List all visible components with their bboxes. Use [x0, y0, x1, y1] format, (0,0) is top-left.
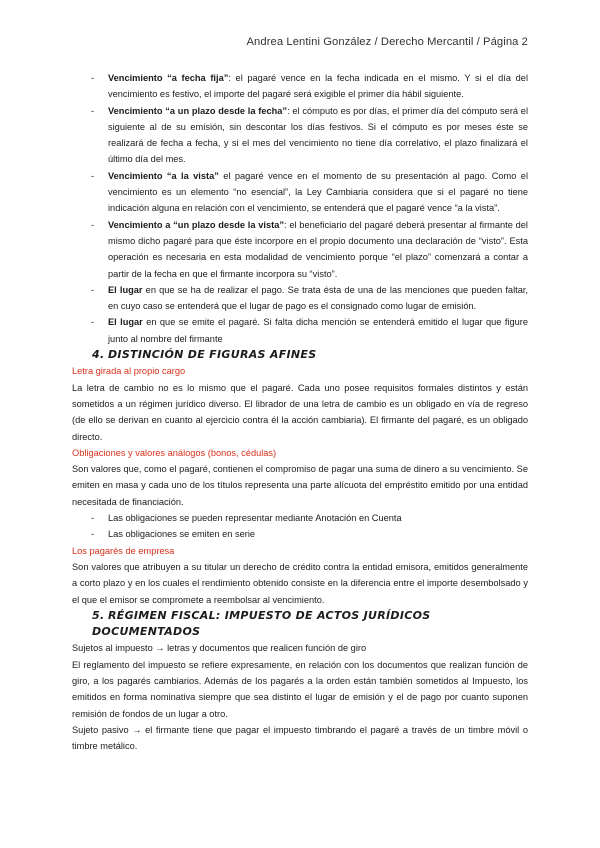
section-number: 5.: [92, 608, 105, 622]
item-text: el pagaré vence en el momento de su presentación al pago. Como el vencimiento es un elemento “no esencial”, la Ley Cambiaria considera que si el pagaré no tiene indicación alguna en relación con el vencimiento, se entenderá que el pagaré vence “a la vista”.: [108, 170, 529, 214]
item-label: Vencimiento “a fecha fija”: [108, 73, 229, 83]
list-item: [72, 70, 528, 103]
letra-paragraph: La letra de cambio no es lo mismo que el pagaré. Cada uno posee requisitos formales distintos y están sometidos a un régimen jurídico diverso. El librador de una letra de cambio es un obligado en vía de regreso (de ello se derivan en cuanto al ejercicio contra él la acción cambiaria). El firmante del pagaré, es un obligado directo.: [72, 382, 528, 442]
obligaciones-paragraph: Son valores que, como el pagaré, contienen el compromiso de pagar una suma de dinero a su vencimiento. Se emiten en masa y cada uno de los títulos representa una parte alícuota del empréstito emitido por una entidad necesitada de financiación.: [72, 464, 528, 507]
item-label: Vencimiento a “un plazo desde la vista”: [108, 219, 284, 230]
list-item: - Las obligaciones se emiten en serie: [72, 526, 528, 542]
list-item: [72, 282, 528, 315]
item-label: Vencimiento “a un plazo desde la fecha”: [108, 105, 288, 116]
empresa-subheading: Los pagarés de empresa: [72, 545, 175, 556]
list-item: [72, 103, 528, 168]
list-item: [72, 314, 528, 347]
section-5-heading: [72, 608, 528, 641]
item-text: en que se ha de realizar el pago. Se trata ésta de una de las menciones que pueden faltar, en cuyo caso se entenderá que el lugar de pago es el consignado como lugar de emisión.: [108, 284, 528, 312]
item-label: Vencimiento “a la vista”: [108, 170, 219, 181]
empresa-paragraph: Son valores que atribuyen a su titular un derecho de crédito contra la entidad emisora, emitidos generalmente a corto plazo y en los cuales el rendimiento obtenido consiste en la diferencia entre el importe desembolsado y el que el emisor se compromete a reembolsar al vencimiento.: [72, 561, 528, 605]
page-content: [72, 70, 528, 754]
obligaciones-list: [72, 510, 528, 543]
section-title: DISTINCIÓN DE FIGURAS AFINES: [108, 348, 317, 362]
obligaciones-subheading: Obligaciones y valores análogos (bonos, cédulas): [72, 447, 277, 458]
item-text: : el pagaré vence en la fecha indicada en el mismo. Y si el día del vencimiento es festivo, el importe del pagaré será exigible el primer día hábil siguiente.: [108, 73, 529, 100]
item-text: : el beneficiario del pagaré deberá presentar al firmante del mismo dicho pagaré para que éste incorpore en el propio documento una declaración de “visto”. Esta operación es necesaria en esta modalidad de vencimiento porque “el plazo” comenzará a contar a partir de la fecha en que el firmante incorpora su “visto”.: [108, 219, 528, 279]
item-label: El lugar: [108, 284, 143, 295]
page-header: Andrea Lentini González / Derecho Mercantil / Página 2: [246, 36, 528, 48]
section-number: 4.: [92, 348, 105, 362]
list-item: - Las obligaciones se pueden representar mediante Anotación en Cuenta: [72, 510, 528, 526]
letra-subheading: Letra girada al propio cargo: [72, 366, 186, 377]
vencimiento-list: [72, 70, 528, 347]
list-item: [72, 168, 528, 217]
item-label: El lugar: [108, 317, 143, 328]
section-4-heading: [72, 347, 528, 363]
list-item: [72, 217, 528, 282]
sujeto-pasivo-paragraph: Sujeto pasivo → el firmante tiene que pagar el impuesto timbrando el pagaré a través de un timbre móvil o timbre metálico.: [72, 724, 528, 752]
section-title: RÉGIMEN FISCAL: IMPUESTO DE ACTOS JURÍDICOS DOCUMENTADOS: [92, 608, 431, 639]
item-text: en que se emite el pagaré. Si falta dicha mención se entenderá emitido el lugar que figure junto al nombre del firmante: [108, 317, 528, 344]
item-text: : el cómputo es por días, el primer día del cómputo será el siguiente al de su emisión, sin descontar los días festivos. Si el cómputo es por meses éste se realizará de fecha a fecha, y si el mes del vencimiento no tiene día correlativo, el plazo finalizará el último día del mes.: [108, 105, 529, 165]
sujetos-line: Sujetos al impuesto → letras y documentos que realicen función de giro: [72, 643, 367, 654]
reglamento-paragraph: El reglamento del impuesto se refiere expresamente, en relación con los documentos que realizan función de giro, a los pagarés cambiarios. Además de los pagarés a la orden están también sometidos al Impuesto, los emitidos en forma nominativa siempre que sea distinto el lugar de emisión y el de pago por cuanto suponen remisión de fondos de un lugar a otro.: [72, 659, 528, 719]
